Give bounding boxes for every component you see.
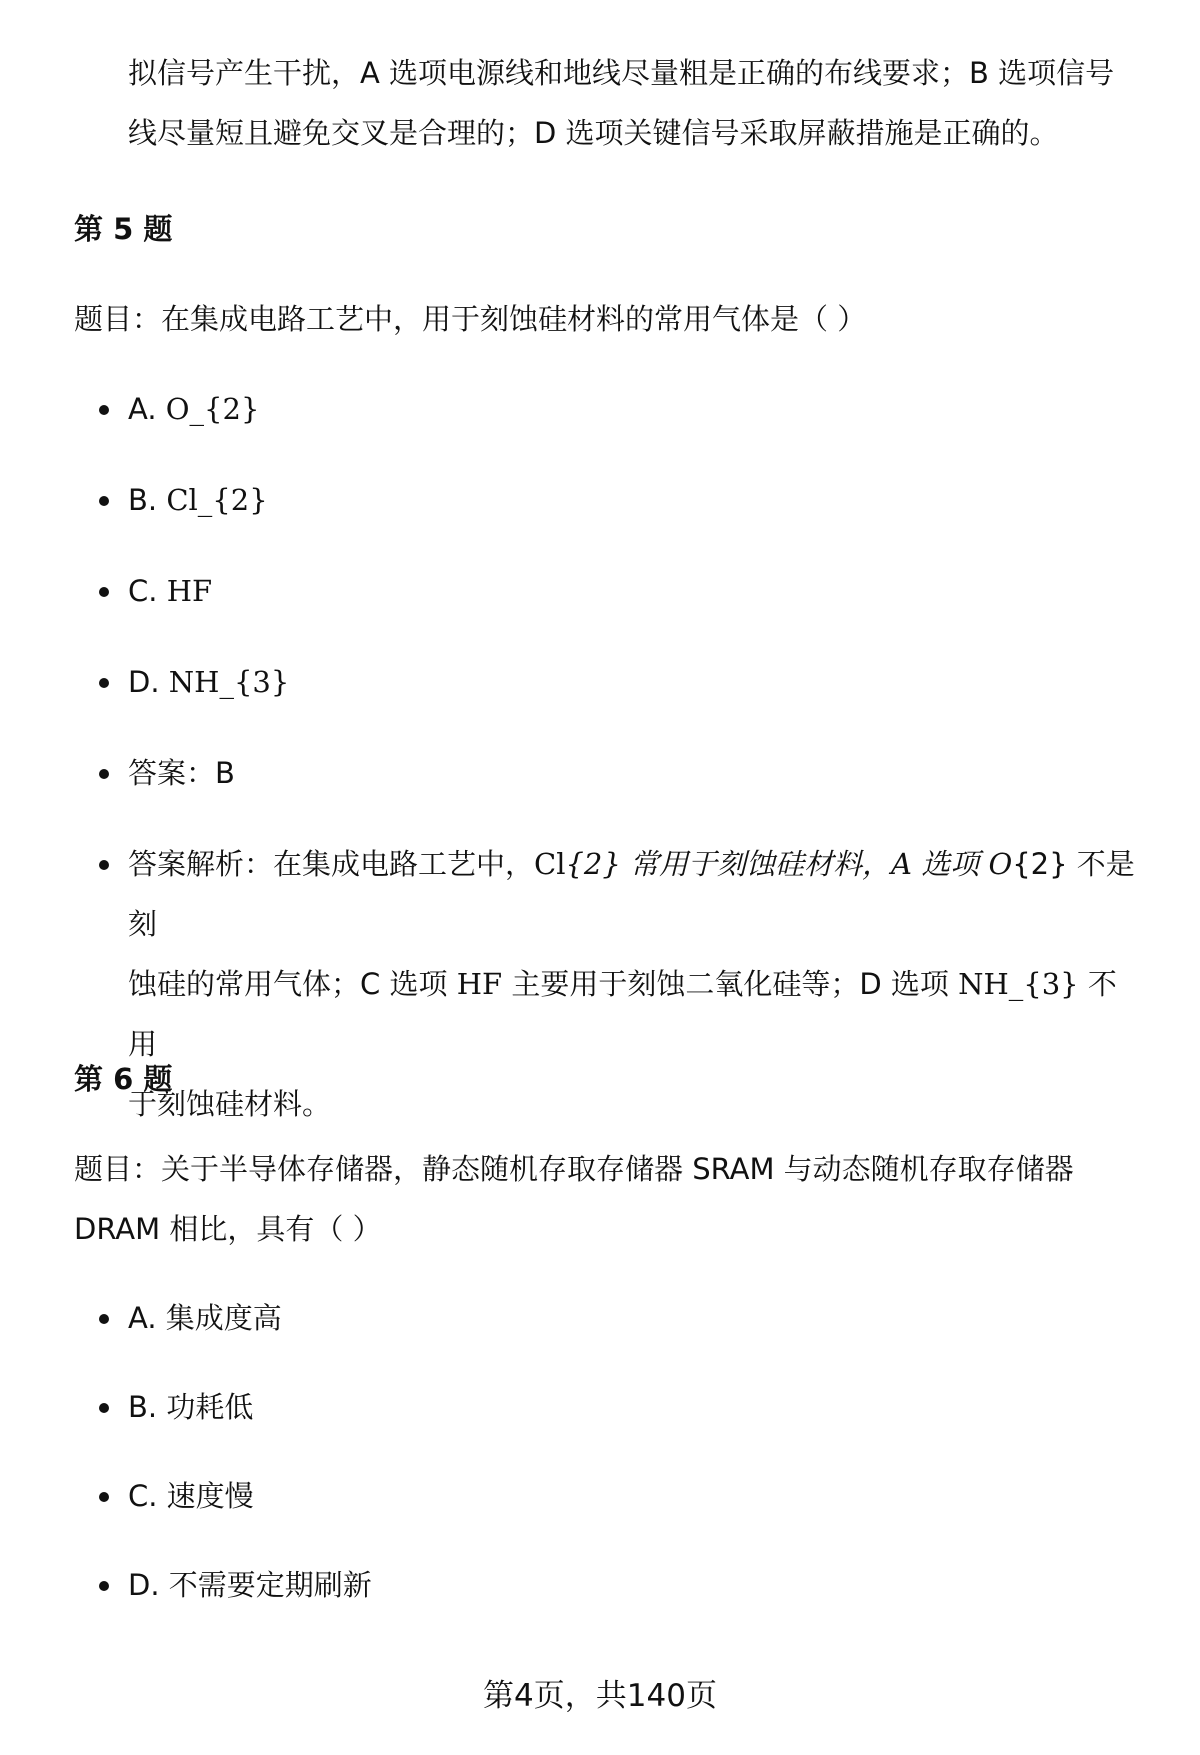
analysis-text: 不用 [128,967,1117,1061]
q6-option-a: A. 集成度高 [128,1288,1138,1348]
analysis-formula: NH_{3} [958,967,1079,1001]
analysis-formula: {2} 常用于刻蚀硅材料，A 选项 [565,847,989,881]
analysis-text: 答案解析：在集成电路工艺中， [128,847,535,881]
option-label: B. [128,483,167,517]
q5-option-b [128,470,1138,530]
question-5-heading: 第 5 题 [74,212,173,246]
option-label: A. [128,392,166,426]
analysis-formula: Cl [534,847,566,881]
stem-line: DRAM 相比，具有（ ） [74,1212,382,1246]
page-footer: 第4页，共140页 [483,1678,717,1714]
q5-option-c [128,561,1138,621]
option-label: D. [128,665,169,699]
q5-option-d [128,652,1138,712]
stem-line: 题目：关于半导体存储器，静态随机存取存储器 SRAM 与动态随机存取存储器 [74,1152,1074,1186]
q6-option-d: D. 不需要定期刷新 [128,1555,1138,1615]
analysis-formula: O [988,847,1013,881]
question-6-heading: 第 6 题 [74,1062,173,1096]
analysis-formula: HF [456,967,503,1001]
option-formula: NH_{3} [168,665,290,699]
option-formula: O_{2} [165,392,260,426]
prev-explanation-line-2: 线尽量短且避免交叉是合理的；D 选项关键信号采取屏蔽措施是正确的。 [128,116,1059,150]
q6-option-b: B. 功耗低 [128,1377,1138,1437]
question-5-stem: 题目：在集成电路工艺中，用于刻蚀硅材料的常用气体是（ ） [74,302,867,336]
option-label: C. [128,574,167,608]
analysis-text: {2} 不是刻 [128,847,1135,941]
option-formula: HF [166,574,213,608]
option-formula: Cl_{2} [166,483,268,517]
q5-analysis [128,834,1138,1134]
analysis-text: 主要用于刻蚀二氧化硅等；D 选项 [502,967,959,1001]
q5-answer: 答案：B [128,743,1138,803]
analysis-text: 于刻蚀硅材料。 [128,1087,332,1121]
question-6-stem [74,1139,1138,1259]
prev-explanation-line-1: 拟信号产生干扰，A 选项电源线和地线尽量粗是正确的布线要求；B 选项信号 [128,56,1115,90]
q6-option-c: C. 速度慢 [128,1466,1138,1526]
q5-option-a [128,379,1138,439]
analysis-text: 蚀硅的常用气体；C 选项 [128,967,457,1001]
